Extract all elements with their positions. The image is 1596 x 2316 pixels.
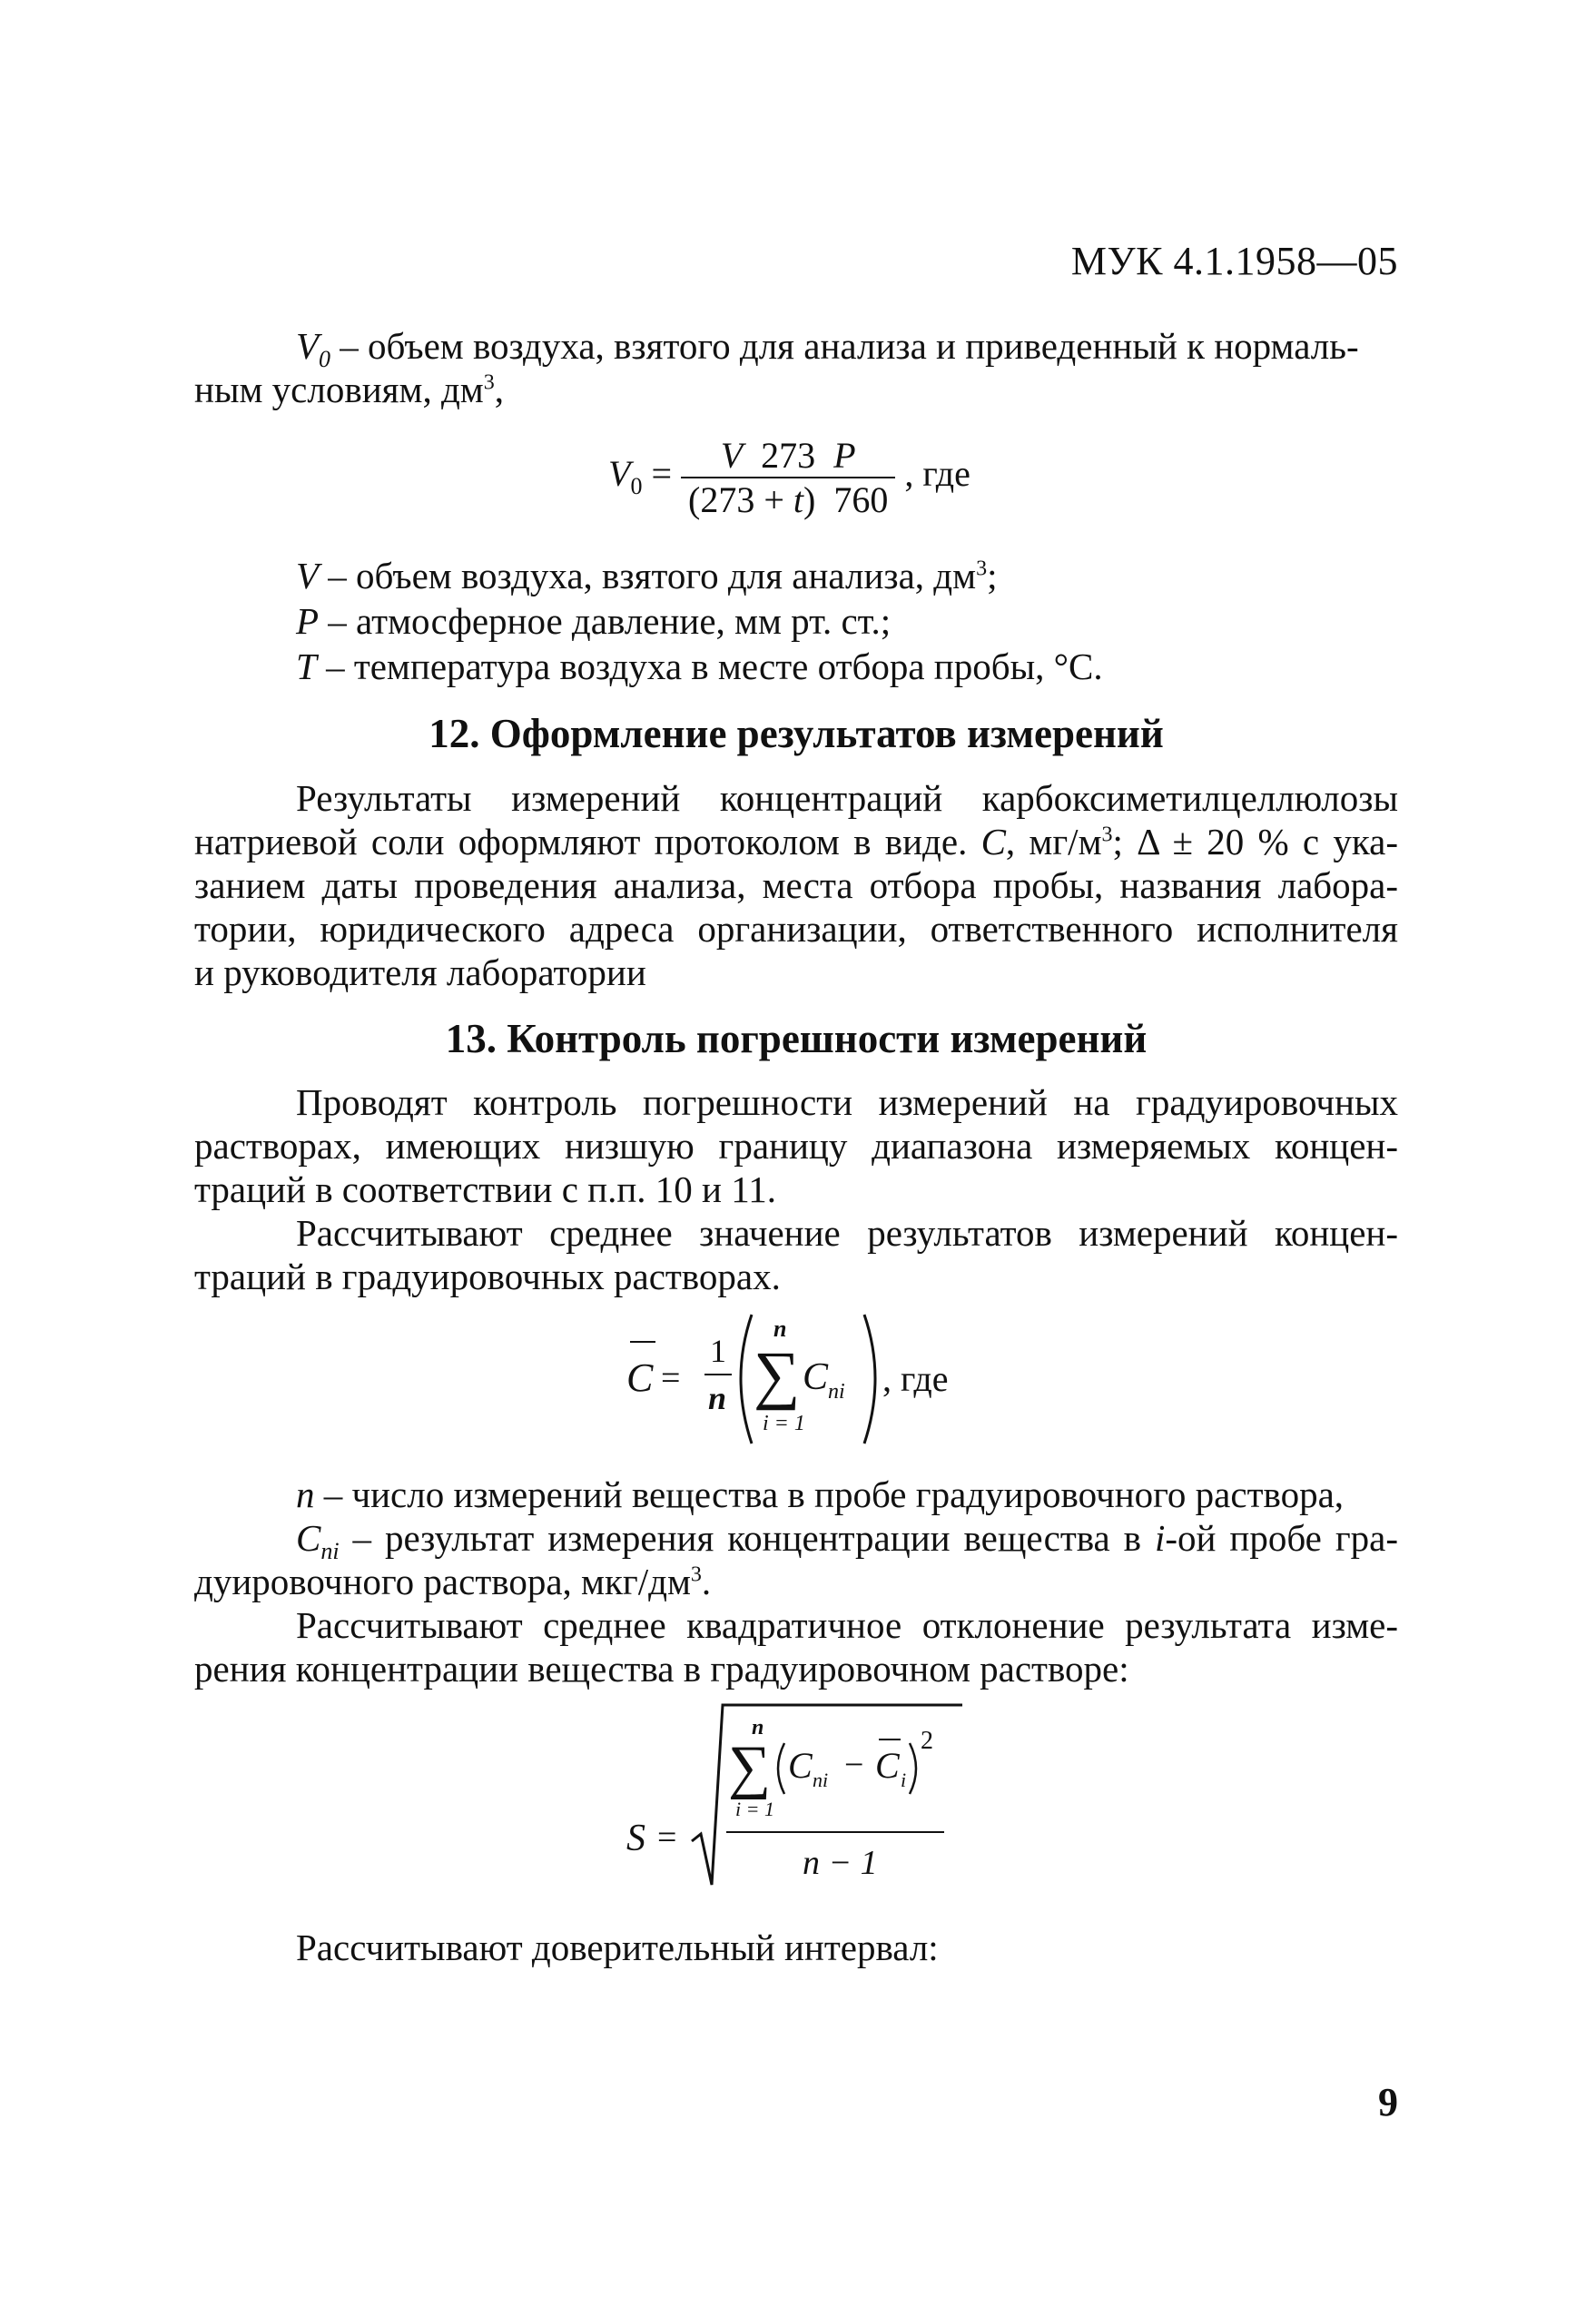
formula-v0-lhs-sub: 0	[630, 473, 643, 500]
section-12-text-a: натриевой соли оформляют протоколом в виде.	[194, 821, 981, 862]
v0-description-line1	[296, 324, 1359, 373]
section-12-line2	[194, 820, 1398, 863]
formula-v0-fraction	[681, 434, 895, 521]
def-t-symbol: T	[296, 646, 317, 687]
mean-sigma-upper: n	[773, 1316, 787, 1342]
def-v-symbol: V	[296, 555, 320, 596]
section-13-p1-line1: Проводят контроль погрешности измерений на градуировочных	[296, 1081, 1398, 1123]
def-v-sup: 3	[976, 557, 988, 581]
section-13-p2-line1: Рассчитывают среднее значение результатов измерений концен-	[296, 1212, 1398, 1254]
def-c-line1	[296, 1516, 1398, 1565]
mean-lhs: C	[626, 1355, 654, 1400]
def-c-units: дуировочного раствора, мкг/дм	[194, 1561, 691, 1602]
s-term-b: C	[875, 1745, 900, 1786]
v0-description-text: – объем воздуха, взятого для анализа и приведенный к нормаль-	[330, 325, 1359, 367]
mean-sigma: ∑	[754, 1338, 801, 1411]
mean-eq: =	[661, 1359, 681, 1397]
num-p: P	[833, 435, 856, 476]
s-term-b-sub: i	[901, 1769, 907, 1791]
def-t-text: – температура воздуха в месте отбора пробы, °С.	[316, 646, 1103, 687]
section-13-p2-line2: траций в градуировочных растворах.	[194, 1256, 781, 1297]
mean-sigma-lower: i = 1	[763, 1412, 805, 1435]
section-12-line3: занием даты проведения анализа, места отбора пробы, названия лабора-	[194, 864, 1398, 906]
def-n-symbol: n	[296, 1473, 315, 1515]
formula-v0-lhs: V	[608, 453, 631, 495]
def-p-symbol: P	[296, 600, 320, 642]
den-left: (273 +	[688, 479, 793, 520]
section-12-text-b: , мг/м	[1005, 821, 1102, 862]
formula-v0-eq: =	[651, 453, 672, 495]
document-code: МУК 4.1.1958—05	[1070, 239, 1398, 283]
den-760: 760	[833, 479, 889, 520]
section-13-heading: 13. Контроль погрешности измерений	[445, 1016, 1148, 1061]
v0-subscript: 0	[319, 346, 331, 373]
mean-right-paren	[864, 1315, 875, 1444]
mean-term: C	[803, 1356, 829, 1398]
def-c-text1: – результат измерения концентрации вещества в	[339, 1517, 1155, 1559]
v0-units-sup: 3	[483, 370, 495, 395]
def-n-line	[296, 1473, 1344, 1516]
s-left-paren	[778, 1743, 784, 1794]
s-minus: −	[844, 1746, 864, 1784]
s-lhs: S	[626, 1818, 645, 1859]
def-c-line2	[194, 1560, 711, 1603]
s-right-paren	[910, 1743, 916, 1794]
def-c-sup: 3	[690, 1562, 702, 1587]
def-p-text: – атмосферное давление, мм рт. ст.;	[319, 600, 892, 642]
formula-mean	[617, 1307, 999, 1453]
s-denominator: n − 1	[803, 1844, 878, 1882]
v0-units-text: ным условиям, дм	[194, 369, 484, 410]
num-273: 273	[761, 435, 816, 476]
v0-units-tail: ,	[494, 369, 505, 410]
s-sigma-upper: n	[752, 1716, 764, 1739]
mean-one: 1	[710, 1333, 726, 1369]
mean-where: , где	[882, 1358, 949, 1399]
formula-v0-denominator	[681, 478, 895, 521]
section-13-p1-line3: траций в соответствии с п.п. 10 и 11.	[194, 1168, 776, 1210]
section-12-line1: Результаты измерений концентраций карбоксиметилцеллюлозы	[296, 777, 1398, 819]
section-12-c-symbol: С	[980, 821, 1006, 862]
formula-v0-numerator	[681, 434, 895, 478]
definition-v	[296, 554, 998, 597]
mean-term-sub: ni	[828, 1380, 845, 1404]
def-c-text2: -ой пробе гра-	[1165, 1517, 1398, 1559]
def-n-text: – число измерений вещества в пробе градуировочного раствора,	[314, 1473, 1345, 1515]
sd-line2: рения концентрации вещества в градуировочном растворе:	[194, 1648, 1129, 1690]
definition-t	[296, 645, 1103, 688]
s-sigma-lower: i = 1	[735, 1798, 774, 1820]
confidence-interval-text: Рассчитывают доверительный интервал:	[296, 1927, 939, 1968]
section-12-heading: 12. Оформление результатов измерений	[429, 711, 1164, 756]
section-12-sup: 3	[1101, 823, 1113, 847]
section-12-text-c: ; Δ ± 20 % с ука-	[1112, 821, 1398, 862]
def-c-tail: .	[701, 1561, 712, 1602]
num-v: V	[720, 435, 744, 476]
mean-left-paren	[741, 1315, 752, 1444]
sd-line1: Рассчитывают среднее квадратичное отклонение результата изме-	[296, 1604, 1398, 1646]
formula-s	[617, 1696, 980, 1905]
def-c-symbol: C	[296, 1517, 321, 1559]
section-12-line4: тории, юридического адреса организации, ответственного исполнителя	[194, 908, 1398, 950]
def-c-sub: ni	[320, 1538, 340, 1565]
section-13-p1-line2: растворах, имеющих низшую границу диапазона измеряемых концен-	[194, 1125, 1398, 1167]
den-right: )	[803, 479, 816, 520]
s-term-a: C	[788, 1745, 813, 1786]
den-t: t	[793, 479, 804, 520]
s-eq: =	[657, 1818, 677, 1857]
def-v-tail: ;	[987, 555, 998, 596]
formula-v0-where: , где	[904, 453, 970, 495]
page-number: 9	[1378, 2080, 1398, 2124]
definition-p	[296, 599, 891, 643]
section-12-line5: и руководителя лаборатории	[194, 951, 646, 993]
s-sigma: ∑	[728, 1734, 772, 1800]
s-power: 2	[921, 1727, 933, 1755]
def-c-i: i	[1154, 1517, 1166, 1559]
def-v-text: – объем воздуха, взятого для анализа, дм	[319, 555, 977, 596]
s-term-a-sub: ni	[813, 1769, 829, 1791]
v0-description-line2	[194, 368, 504, 411]
mean-n: n	[708, 1380, 727, 1416]
formula-v0	[608, 434, 970, 521]
v0-symbol: V	[296, 325, 320, 367]
